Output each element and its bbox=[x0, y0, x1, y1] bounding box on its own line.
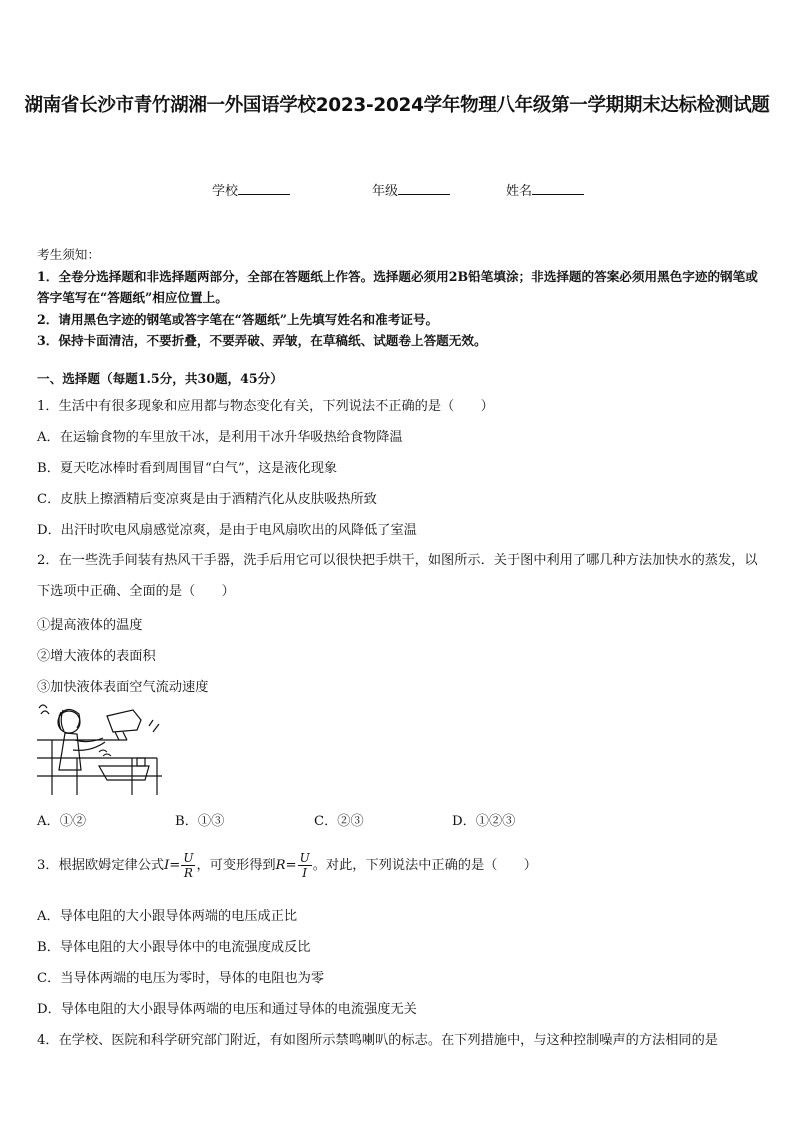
q3-option-a[interactable]: A．导体电阻的大小跟导体两端的电压成正比 bbox=[37, 909, 298, 924]
q1-stem: 1．生活中有很多现象和应用都与物态变化有关，下列说法不正确的是（ ） bbox=[37, 399, 494, 414]
q3-formula-1-lhs: I= bbox=[164, 858, 181, 873]
q3-formula-2-lhs: R= bbox=[275, 858, 297, 873]
q3-stem-part-3: 。对此，下列说法中正确的是（ ） bbox=[312, 858, 537, 873]
q3-f2-denominator: I bbox=[302, 866, 308, 880]
section-heading: 一、选择题（每题1.5分，共30题，45分） bbox=[37, 371, 283, 386]
q3-f2-numerator: U bbox=[299, 851, 310, 865]
q1-option-d[interactable]: D．出汗时吹电风扇感觉凉爽，是由于电风扇吹出的风降低了室温 bbox=[37, 523, 417, 538]
page-title: 湖南省长沙市青竹湖湘一外国语学校2023-2024学年物理八年级第一学期期末达标检测试题 bbox=[24, 95, 770, 116]
name-label: 姓名 bbox=[506, 184, 533, 199]
hand-dryer-figure bbox=[37, 700, 167, 798]
q1-option-b[interactable]: B．夏天吃冰棒时看到周围冒“白气”，这是液化现象 bbox=[37, 461, 338, 476]
q3-f1-denominator: R bbox=[183, 866, 193, 880]
q1-option-c[interactable]: C．皮肤上擦酒精后变凉爽是由于酒精汽化从皮肤吸热所致 bbox=[37, 492, 377, 507]
grade-blank[interactable] bbox=[398, 182, 450, 195]
school-label: 学校 bbox=[212, 184, 239, 199]
name-blank[interactable] bbox=[532, 182, 584, 195]
notice-heading: 考生须知： bbox=[37, 247, 100, 262]
grade-label: 年级 bbox=[372, 184, 399, 199]
school-field[interactable] bbox=[212, 180, 290, 199]
q3-formula-1 bbox=[181, 851, 195, 880]
q3-stem-part-1: 3．根据欧姆定律公式 bbox=[37, 858, 165, 873]
q2-item-2: ②增大液体的表面积 bbox=[37, 649, 156, 664]
q3-formula-2 bbox=[298, 851, 312, 880]
q2-choice-d[interactable]: D．①②③ bbox=[452, 814, 516, 829]
q3-option-d[interactable]: D．导体电阻的大小跟导体两端的电压和通过导体的电流强度无关 bbox=[37, 1002, 417, 1017]
school-blank[interactable] bbox=[238, 182, 290, 195]
notice-item-2: 2．请用黑色字迹的钢笔或答字笔在“答题纸”上先填写姓名和准考证号。 bbox=[37, 311, 439, 327]
exam-notice bbox=[37, 244, 759, 352]
q3-stem bbox=[37, 850, 537, 882]
q3-option-b[interactable]: B．导体电阻的大小跟导体中的电流强度成反比 bbox=[37, 940, 311, 955]
q3-stem-part-2: ，可变形得到 bbox=[196, 858, 276, 873]
q1-option-a[interactable]: A．在运输食物的车里放干冰，是利用干冰升华吸热给食物降温 bbox=[37, 430, 403, 445]
notice-item-1: 1．全卷分选择题和非选择题两部分，全部在答题纸上作答。选择题必须用2B铅笔填涂；非选择题的答案必须用黑色字迹的钢笔或答字笔写在“答题纸”相应位置上。 bbox=[37, 268, 758, 305]
q2-choice-a[interactable]: A．①② bbox=[37, 814, 87, 829]
q3-f1-numerator: U bbox=[183, 851, 194, 865]
q2-item-1: ①提高液体的温度 bbox=[37, 618, 143, 633]
notice-item-3: 3．保持卡面清洁，不要折叠，不要弄破、弄皱，在草稿纸、试题卷上答题无效。 bbox=[37, 333, 487, 348]
q3-option-c[interactable]: C．当导体两端的电压为零时，导体的电阻也为零 bbox=[37, 971, 325, 986]
q4-stem: 4．在学校、医院和科学研究部门附近，有如图所示禁鸣喇叭的标志。在下列措施中，与这种控制噪声的方法相同的是 bbox=[37, 1033, 718, 1048]
q2-choice-b[interactable]: B．①③ bbox=[175, 814, 225, 829]
name-field[interactable] bbox=[506, 180, 584, 199]
q2-choice-c[interactable]: C．②③ bbox=[314, 814, 364, 829]
q2-item-3: ③加快液体表面空气流动速度 bbox=[37, 680, 209, 695]
grade-field[interactable] bbox=[372, 180, 450, 199]
student-info-row bbox=[0, 180, 794, 200]
hand-dryer-illustration bbox=[37, 700, 167, 798]
q2-choices bbox=[37, 810, 759, 830]
q2-stem: 2．在一些洗手间装有热风干手器，洗手后用它可以很快把手烘干，如图所示．关于图中利用了哪几种方法加快水的蒸发，以下选项中正确、全面的是（ ） bbox=[37, 553, 758, 599]
